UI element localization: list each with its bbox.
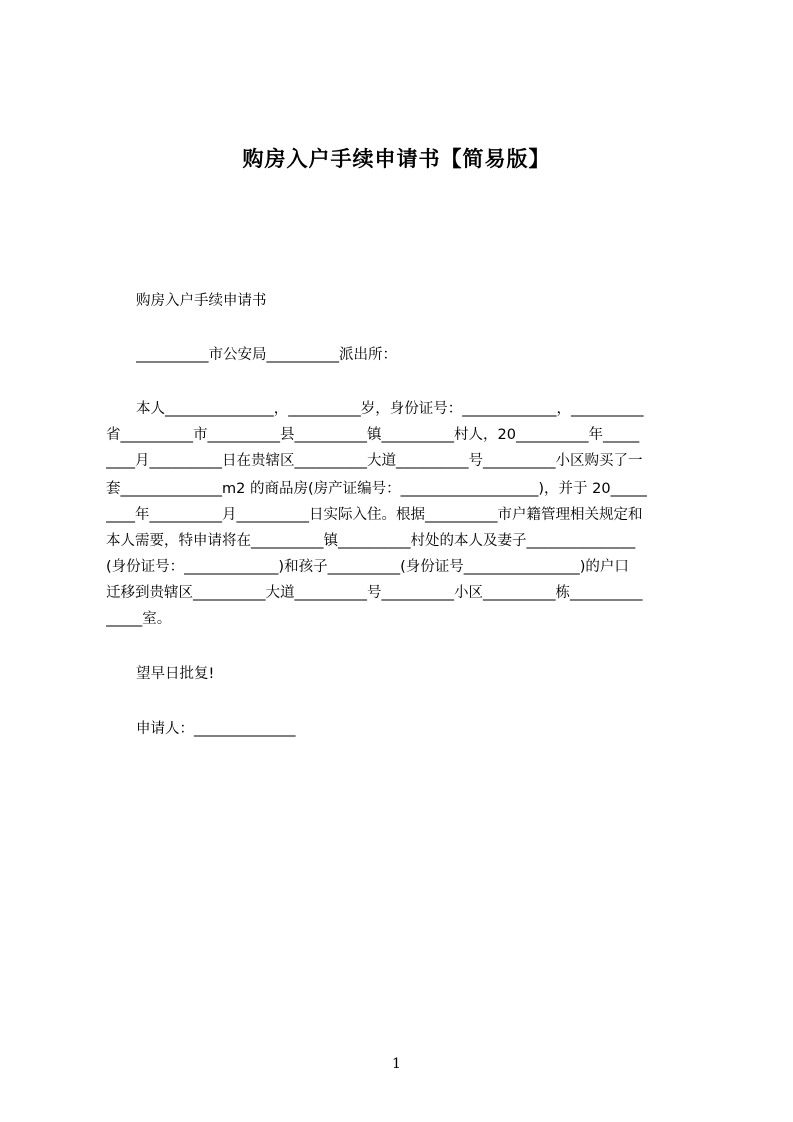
- body-line: _____室。: [106, 611, 172, 627]
- document-heading: 购房入户手续申请书: [136, 293, 267, 309]
- body-line: (身份证号：_____________)和孩子__________(身份证号________________)的户口: [106, 559, 629, 575]
- addressee-line: __________市公安局__________派出所：: [136, 347, 397, 363]
- body-line: 本人_______________，__________岁，身份证号：_____________，__________: [136, 401, 644, 417]
- body-line: 省__________市__________县__________镇__________村人，20__________年_____: [106, 427, 640, 443]
- document-title: 购房入户手续申请书【简易版】: [242, 147, 551, 171]
- applicant-line: 申请人：______________: [136, 721, 296, 737]
- closing-line: 望早日批复!: [136, 666, 215, 682]
- body-line: 迁移到贵辖区__________大道__________号__________小区__________栋__________: [106, 585, 643, 601]
- page-number: 1: [392, 1056, 401, 1072]
- body-line: 本人需要，特申请将在__________镇__________村处的本人及妻子_______________: [106, 533, 636, 549]
- body-line: ____年__________月__________日实际入住。根据__________市户籍管理相关规定和: [106, 507, 643, 523]
- body-line: 套______________m2 的商品房(房产证编号：___________________)，并于 20_____: [106, 481, 647, 497]
- body-line: ____月__________日在贵辖区__________大道__________号__________小区购买了一: [106, 453, 643, 469]
